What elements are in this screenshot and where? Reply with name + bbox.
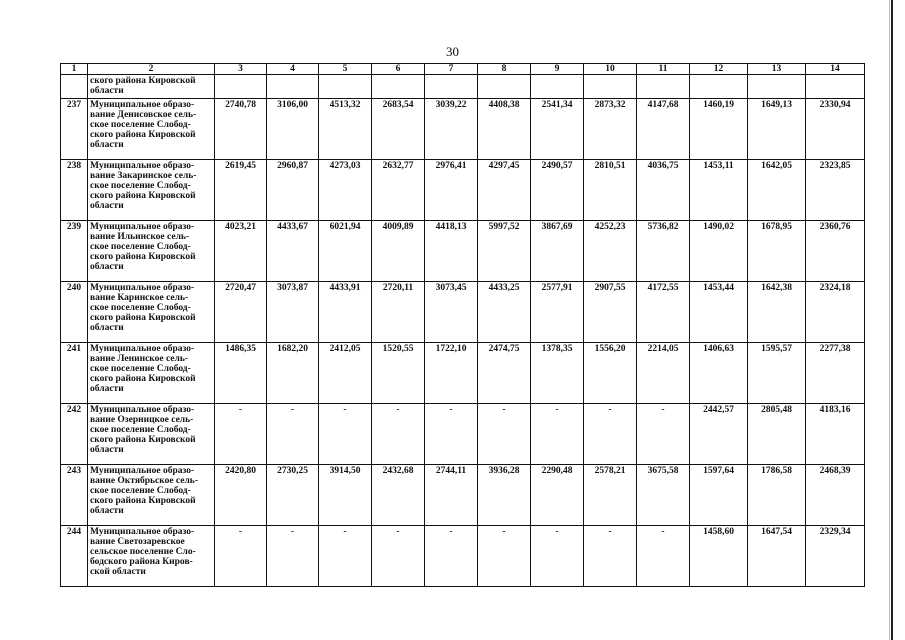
table-row bbox=[61, 464, 865, 525]
value-cell-col-8: 4408,38 bbox=[478, 98, 531, 159]
value-cell-col-7: 1722,10 bbox=[425, 342, 478, 403]
value-cell-col-10: 2578,21 bbox=[584, 464, 637, 525]
value-cell-col-5: 4513,32 bbox=[319, 98, 372, 159]
empty-cell bbox=[319, 75, 372, 98]
empty-cell bbox=[425, 75, 478, 98]
column-header-13: 13 bbox=[748, 64, 806, 75]
empty-cell bbox=[372, 75, 425, 98]
column-header-7: 7 bbox=[425, 64, 478, 75]
value-cell-col-3: - bbox=[215, 403, 267, 464]
empty-cell bbox=[690, 75, 748, 98]
value-cell-col-14: 2323,85 bbox=[806, 159, 865, 220]
value-cell-col-13: 1647,54 bbox=[748, 525, 806, 586]
value-cell-col-8: 4297,45 bbox=[478, 159, 531, 220]
column-header-9: 9 bbox=[531, 64, 584, 75]
municipality-name-cell: Муниципальное образо- вание Ленинское сель- ское поселение Слобод- ского района Кировской области bbox=[88, 342, 215, 403]
value-cell-col-11: 4172,55 bbox=[637, 281, 690, 342]
row-number-cell: 239 bbox=[61, 220, 88, 281]
value-cell-col-9: 2290,48 bbox=[531, 464, 584, 525]
value-cell-col-3: 2720,47 bbox=[215, 281, 267, 342]
value-cell-col-10: 2810,51 bbox=[584, 159, 637, 220]
empty-cell bbox=[806, 75, 865, 98]
continuation-name-cell: ского района Кировской области bbox=[88, 75, 215, 98]
value-cell-col-14: 2360,76 bbox=[806, 220, 865, 281]
table-row bbox=[61, 159, 865, 220]
value-cell-col-4: 2960,87 bbox=[267, 159, 319, 220]
value-cell-col-6: - bbox=[372, 403, 425, 464]
column-header-10: 10 bbox=[584, 64, 637, 75]
value-cell-col-8: 5997,52 bbox=[478, 220, 531, 281]
municipality-name-cell: Муниципальное образо- вание Ильинское сель- ское поселение Слобод- ского района Кировской области bbox=[88, 220, 215, 281]
value-cell-col-4: 4433,67 bbox=[267, 220, 319, 281]
value-cell-col-13: 1786,58 bbox=[748, 464, 806, 525]
value-cell-col-3: - bbox=[215, 525, 267, 586]
value-cell-col-9: 2490,57 bbox=[531, 159, 584, 220]
empty-cell bbox=[478, 75, 531, 98]
empty-cell bbox=[61, 75, 88, 98]
value-cell-col-7: - bbox=[425, 403, 478, 464]
value-cell-col-6: 2720,11 bbox=[372, 281, 425, 342]
value-cell-col-5: 6021,94 bbox=[319, 220, 372, 281]
value-cell-col-12: 1453,11 bbox=[690, 159, 748, 220]
value-cell-col-10: - bbox=[584, 403, 637, 464]
value-cell-col-4: - bbox=[267, 525, 319, 586]
column-header-4: 4 bbox=[267, 64, 319, 75]
value-cell-col-14: 2324,18 bbox=[806, 281, 865, 342]
table-body bbox=[61, 64, 865, 587]
value-cell-col-10: - bbox=[584, 525, 637, 586]
value-cell-col-12: 1453,44 bbox=[690, 281, 748, 342]
value-cell-col-5: - bbox=[319, 525, 372, 586]
value-cell-col-14: 2277,38 bbox=[806, 342, 865, 403]
value-cell-col-6: - bbox=[372, 525, 425, 586]
scan-edge-line-faint bbox=[889, 0, 890, 640]
value-cell-col-7: 2744,11 bbox=[425, 464, 478, 525]
value-cell-col-9: - bbox=[531, 403, 584, 464]
value-cell-col-14: 2330,94 bbox=[806, 98, 865, 159]
empty-cell bbox=[215, 75, 267, 98]
value-cell-col-4: 1682,20 bbox=[267, 342, 319, 403]
value-cell-col-14: 2329,34 bbox=[806, 525, 865, 586]
value-cell-col-13: 1642,05 bbox=[748, 159, 806, 220]
value-cell-col-5: 4433,91 bbox=[319, 281, 372, 342]
value-cell-col-5: 3914,50 bbox=[319, 464, 372, 525]
value-cell-col-10: 2873,32 bbox=[584, 98, 637, 159]
value-cell-col-13: 2805,48 bbox=[748, 403, 806, 464]
table-row bbox=[61, 525, 865, 586]
value-cell-col-9: 2577,91 bbox=[531, 281, 584, 342]
value-cell-col-12: 2442,57 bbox=[690, 403, 748, 464]
value-cell-col-3: 2420,80 bbox=[215, 464, 267, 525]
value-cell-col-9: 3867,69 bbox=[531, 220, 584, 281]
row-number-cell: 240 bbox=[61, 281, 88, 342]
value-cell-col-8: - bbox=[478, 403, 531, 464]
value-cell-col-5: - bbox=[319, 403, 372, 464]
row-number-cell: 241 bbox=[61, 342, 88, 403]
empty-cell bbox=[748, 75, 806, 98]
column-header-8: 8 bbox=[478, 64, 531, 75]
value-cell-col-13: 1595,57 bbox=[748, 342, 806, 403]
value-cell-col-3: 2619,45 bbox=[215, 159, 267, 220]
column-header-11: 11 bbox=[637, 64, 690, 75]
value-cell-col-8: - bbox=[478, 525, 531, 586]
value-cell-col-6: 4009,89 bbox=[372, 220, 425, 281]
column-header-12: 12 bbox=[690, 64, 748, 75]
value-cell-col-9: 2541,34 bbox=[531, 98, 584, 159]
row-number-cell: 243 bbox=[61, 464, 88, 525]
value-cell-col-8: 3936,28 bbox=[478, 464, 531, 525]
value-cell-col-12: 1460,19 bbox=[690, 98, 748, 159]
value-cell-col-6: 2432,68 bbox=[372, 464, 425, 525]
column-header-1: 1 bbox=[61, 64, 88, 75]
scan-edge-line bbox=[891, 0, 893, 640]
value-cell-col-13: 1649,13 bbox=[748, 98, 806, 159]
value-cell-col-13: 1678,95 bbox=[748, 220, 806, 281]
value-cell-col-6: 1520,55 bbox=[372, 342, 425, 403]
row-number-cell: 237 bbox=[61, 98, 88, 159]
value-cell-col-7: 2976,41 bbox=[425, 159, 478, 220]
table-row bbox=[61, 281, 865, 342]
value-cell-col-7: - bbox=[425, 525, 478, 586]
value-cell-col-11: 2214,05 bbox=[637, 342, 690, 403]
table-row bbox=[61, 403, 865, 464]
row-number-cell: 244 bbox=[61, 525, 88, 586]
value-cell-col-12: 1490,02 bbox=[690, 220, 748, 281]
municipality-name-cell: Муниципальное образо- вание Озерницкое сель- ское поселение Слобод- ского района Кировской области bbox=[88, 403, 215, 464]
value-cell-col-11: - bbox=[637, 403, 690, 464]
value-cell-col-9: - bbox=[531, 525, 584, 586]
value-cell-col-13: 1642,38 bbox=[748, 281, 806, 342]
municipality-name-cell: Муниципальное образо- вание Каринское сель- ское поселение Слобод- ского района Кировской области bbox=[88, 281, 215, 342]
municipality-name-cell: Муниципальное образо- вание Денисовское сель- ское поселение Слобод- ского района Кировской области bbox=[88, 98, 215, 159]
value-cell-col-3: 2740,78 bbox=[215, 98, 267, 159]
table-row bbox=[61, 342, 865, 403]
value-cell-col-11: 3675,58 bbox=[637, 464, 690, 525]
value-cell-col-8: 2474,75 bbox=[478, 342, 531, 403]
empty-cell bbox=[531, 75, 584, 98]
value-cell-col-4: 2730,25 bbox=[267, 464, 319, 525]
value-cell-col-3: 1486,35 bbox=[215, 342, 267, 403]
row-number-cell: 242 bbox=[61, 403, 88, 464]
value-cell-col-6: 2632,77 bbox=[372, 159, 425, 220]
value-cell-col-4: - bbox=[267, 403, 319, 464]
value-cell-col-11: 4147,68 bbox=[637, 98, 690, 159]
value-cell-col-7: 3039,22 bbox=[425, 98, 478, 159]
value-cell-col-14: 4183,16 bbox=[806, 403, 865, 464]
value-cell-col-7: 4418,13 bbox=[425, 220, 478, 281]
value-cell-col-10: 1556,20 bbox=[584, 342, 637, 403]
table-row bbox=[61, 220, 865, 281]
municipality-name-cell: Муниципальное образо- вание Закаринское сель- ское поселение Слобод- ского района Кировской области bbox=[88, 159, 215, 220]
page-number: 30 bbox=[446, 44, 459, 59]
municipality-name-cell: Муниципальное образо- вание Светозаревское сельское поселение Сло- бодского района Киров- ской области bbox=[88, 525, 215, 586]
empty-cell bbox=[584, 75, 637, 98]
value-cell-col-11: 5736,82 bbox=[637, 220, 690, 281]
table-row-continuation bbox=[61, 75, 865, 98]
value-cell-col-9: 1378,35 bbox=[531, 342, 584, 403]
value-cell-col-11: - bbox=[637, 525, 690, 586]
municipality-name-cell: Муниципальное образо- вание Октябрьское сель- ское поселение Слобод- ского района Кировской области bbox=[88, 464, 215, 525]
value-cell-col-12: 1458,60 bbox=[690, 525, 748, 586]
value-cell-col-6: 2683,54 bbox=[372, 98, 425, 159]
data-table bbox=[60, 63, 865, 587]
table-row bbox=[61, 98, 865, 159]
column-header-14: 14 bbox=[806, 64, 865, 75]
empty-cell bbox=[267, 75, 319, 98]
column-header-5: 5 bbox=[319, 64, 372, 75]
value-cell-col-11: 4036,75 bbox=[637, 159, 690, 220]
value-cell-col-5: 2412,05 bbox=[319, 342, 372, 403]
value-cell-col-8: 4433,25 bbox=[478, 281, 531, 342]
column-header-2: 2 bbox=[88, 64, 215, 75]
value-cell-col-12: 1406,63 bbox=[690, 342, 748, 403]
empty-cell bbox=[637, 75, 690, 98]
column-header-3: 3 bbox=[215, 64, 267, 75]
column-header-row bbox=[61, 64, 865, 75]
value-cell-col-4: 3073,87 bbox=[267, 281, 319, 342]
column-header-6: 6 bbox=[372, 64, 425, 75]
value-cell-col-3: 4023,21 bbox=[215, 220, 267, 281]
value-cell-col-4: 3106,00 bbox=[267, 98, 319, 159]
value-cell-col-14: 2468,39 bbox=[806, 464, 865, 525]
value-cell-col-10: 4252,23 bbox=[584, 220, 637, 281]
value-cell-col-10: 2907,55 bbox=[584, 281, 637, 342]
value-cell-col-12: 1597,64 bbox=[690, 464, 748, 525]
value-cell-col-7: 3073,45 bbox=[425, 281, 478, 342]
row-number-cell: 238 bbox=[61, 159, 88, 220]
value-cell-col-5: 4273,03 bbox=[319, 159, 372, 220]
